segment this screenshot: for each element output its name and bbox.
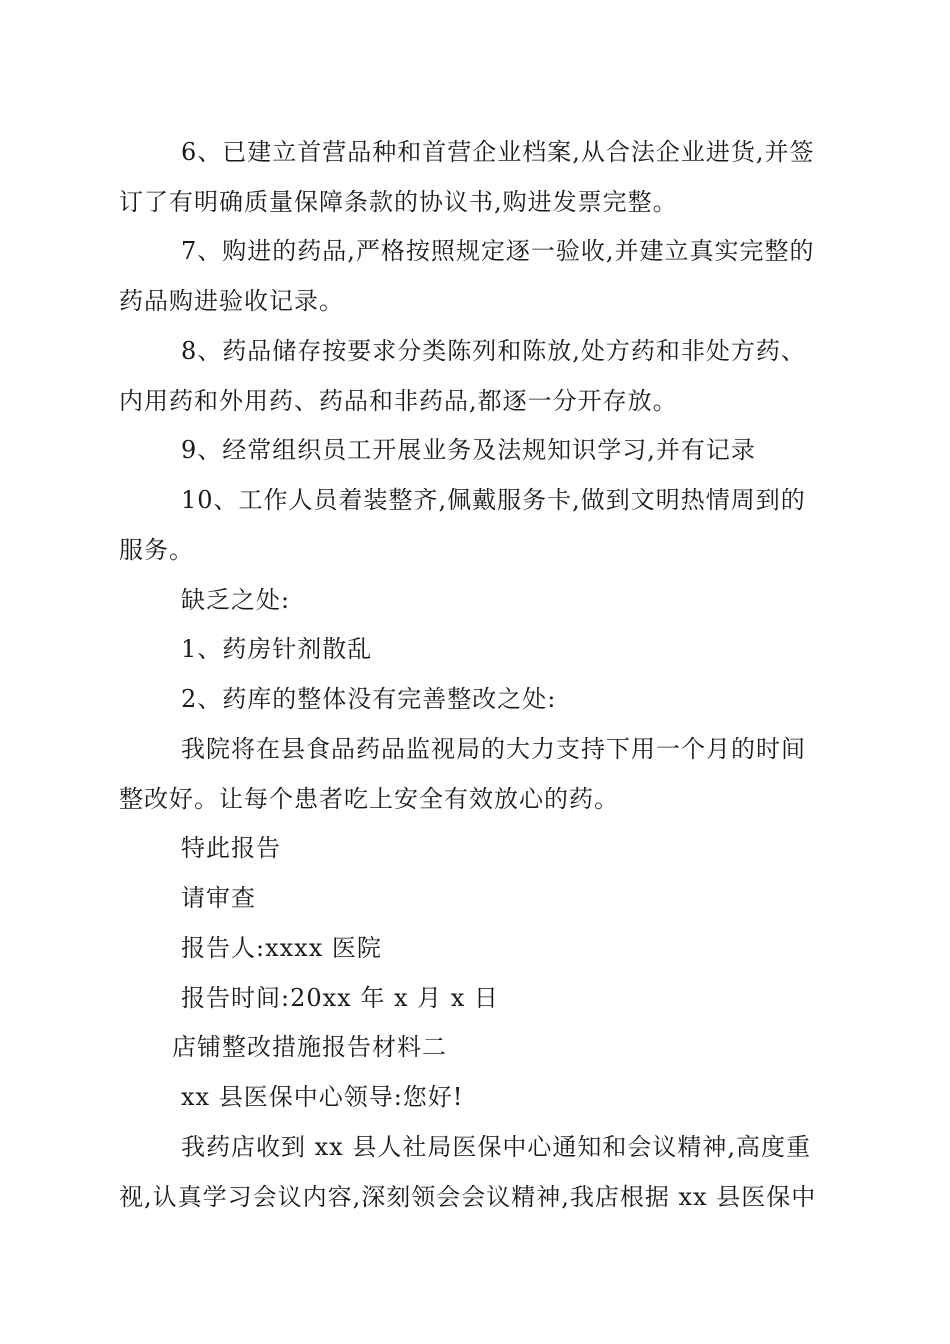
closing-line: 特此报告 (181, 834, 281, 862)
paragraph-line: 1、药房针剂散乱 (181, 635, 373, 663)
paragraph-line: 9、经常组织员工开展业务及法规知识学习,并有记录 (181, 436, 756, 464)
paragraph-line: 8、药品储存按要求分类陈列和陈放,处方药和非处方药、 (181, 337, 806, 365)
paragraph-line: 6、已建立首营品种和首营企业档案,从合法企业进货,并签 (181, 138, 815, 166)
paragraph-line: 订了有明确质量保障条款的协议书,购进发票完整。 (119, 188, 678, 216)
paragraph-line: 10、工作人员着装整齐,佩戴服务卡,做到文明热情周到的 (181, 486, 806, 514)
paragraph-line: 我院将在县食品药品监视局的大力支持下用一个月的时间 (181, 735, 806, 763)
paragraph-line: 整改好。让每个患者吃上安全有效放心的药。 (119, 785, 619, 813)
salutation-line: xx 县医保中心领导:您好! (181, 1083, 464, 1111)
paragraph-line: 视,认真学习会议内容,深刻领会会议精神,我店根据 xx 县医保中 (119, 1183, 817, 1211)
paragraph-line: 服务。 (119, 536, 194, 564)
section-heading: 缺乏之处: (181, 586, 291, 614)
closing-line: 请审查 (181, 884, 256, 912)
report-date-line: 报告时间:20xx 年 x 月 x 日 (181, 984, 499, 1012)
paragraph-line: 药品购进验收记录。 (119, 287, 344, 315)
paragraph-line: 7、购进的药品,严格按照规定逐一验收,并建立真实完整的 (181, 237, 815, 265)
paragraph-line: 2、药库的整体没有完善整改之处: (181, 685, 557, 713)
section-title: 店铺整改措施报告材料二 (172, 1033, 447, 1061)
paragraph-line: 我药店收到 xx 县人社局医保中心通知和会议精神,高度重 (181, 1133, 811, 1161)
reporter-line: 报告人:xxxx 医院 (181, 934, 382, 962)
paragraph-line: 内用药和外用药、药品和非药品,都逐一分开存放。 (119, 387, 678, 415)
